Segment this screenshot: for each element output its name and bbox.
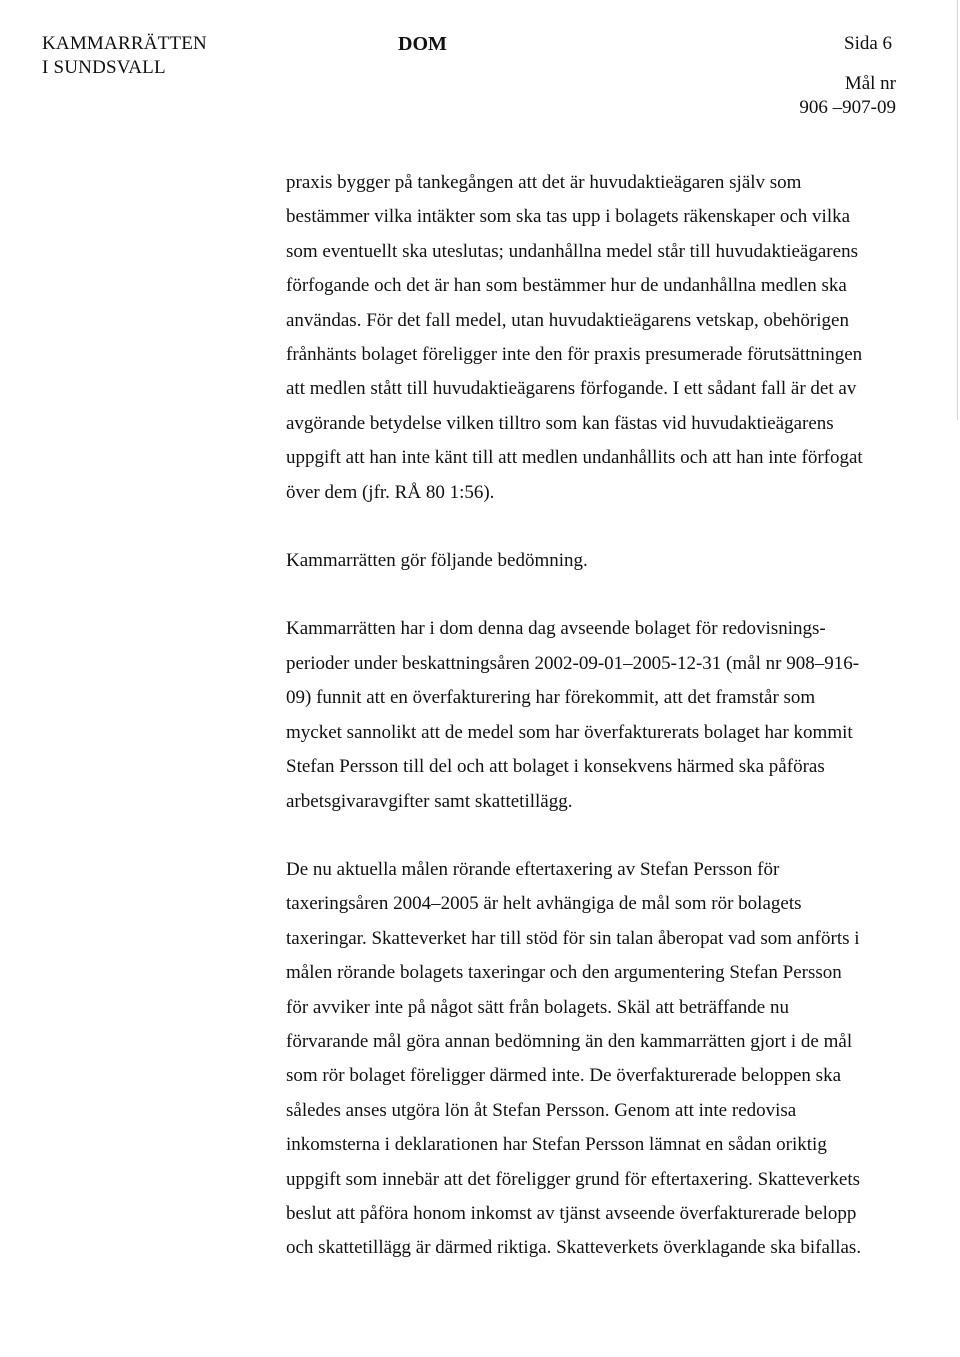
- text-line: således anses utgöra lön åt Stefan Persson. Genom att inte redovisa: [286, 1099, 797, 1121]
- page-number: Sida 6: [844, 33, 893, 54]
- paragraph: [286, 166, 906, 510]
- text-line: Kammarrätten har i dom denna dag avseende bolaget för redovisnings-: [286, 618, 826, 640]
- text-line: att medlen stått till huvudaktieägarens förfogande. I ett sådant fall är det av: [286, 378, 857, 400]
- text-line: inkomsterna i deklarationen har Stefan Persson lämnat en sådan oriktig: [286, 1134, 827, 1156]
- text-line: förfogande och det är han som bestämmer hur de undanhållna medlen ska: [286, 275, 847, 297]
- text-line: frånhänts bolaget föreligger inte den för praxis presumerade förutsättningen: [286, 344, 863, 366]
- court-name-line-2: I SUNDSVALL: [42, 57, 166, 78]
- court-name-line-1: KAMMARRÄTTEN: [42, 33, 207, 54]
- court-name: [42, 32, 207, 80]
- text-line: De nu aktuella målen rörande eftertaxering av Stefan Persson för: [286, 858, 780, 880]
- text-line: beslut att påföra honom inkomst av tjänst avseende överfakturerade belopp: [286, 1202, 857, 1224]
- paragraph: [286, 612, 906, 818]
- text-line: taxeringar. Skatteverket har till stöd för sin talan åberopat vad som anförts i: [286, 927, 860, 949]
- case-label: Mål nr: [844, 73, 896, 94]
- text-line: 09) funnit att en överfakturering har förekommit, att det framstår som: [286, 687, 816, 709]
- text-line: bestämmer vilka intäkter som ska tas upp i bolagets räkenskaper och vilka: [286, 206, 851, 228]
- text-line: uppgift som innebär att det föreligger grund för eftertaxering. Skatteverkets: [286, 1168, 861, 1190]
- text-line: förvarande mål göra annan bedömning än den kammarrätten gjort i de mål: [286, 1030, 853, 1052]
- case-reference: [799, 72, 896, 120]
- text-line: avgörande betydelse vilken tilltro som kan fästas vid huvudaktieägarens: [286, 412, 834, 434]
- text-line: för avviker inte på något sätt från bolagets. Skäl att beträffande nu: [286, 996, 789, 1018]
- text-line: Stefan Persson till del och att bolaget i konsekvens härmed ska påföras: [286, 756, 825, 778]
- text-line: över dem (jfr. RÅ 80 1:56).: [286, 481, 495, 503]
- text-line: arbetsgivaravgifter samt skattetillägg.: [286, 790, 573, 812]
- text-line: perioder under beskattningsåren 2002-09-01–2005-12-31 (mål nr 908–916-: [286, 652, 860, 674]
- document-type: DOM: [398, 33, 447, 55]
- document-body: [286, 166, 906, 1266]
- text-line: och skattetillägg är därmed riktiga. Skatteverkets överklagande ska bifallas.: [286, 1237, 862, 1259]
- text-line: taxeringsåren 2004–2005 är helt avhängiga de mål som rör bolagets: [286, 893, 802, 915]
- text-line: målen rörande bolagets taxeringar och den argumentering Stefan Persson: [286, 962, 842, 984]
- scan-edge-line: [957, 0, 958, 420]
- text-line: användas. För det fall medel, utan huvudaktieägarens vetskap, obehörigen: [286, 309, 849, 331]
- paragraph: [286, 544, 906, 578]
- text-line: uppgift att han inte känt till att medlen undanhållits och att han inte förfogat: [286, 447, 863, 469]
- text-line: mycket sannolikt att de medel som har överfakturerats bolaget har kommit: [286, 721, 853, 743]
- text-line: som rör bolaget föreligger därmed inte. De överfakturerade beloppen ska: [286, 1065, 841, 1087]
- text-line: praxis bygger på tankegången att det är huvudaktieägaren själv som: [286, 172, 802, 193]
- paragraph: [286, 853, 906, 1266]
- text-line: Kammarrätten gör följande bedömning.: [286, 550, 588, 572]
- case-number: 906 –907-09: [799, 97, 896, 118]
- text-line: som eventuellt ska uteslutas; undanhållna medel står till huvudaktieägarens: [286, 240, 858, 262]
